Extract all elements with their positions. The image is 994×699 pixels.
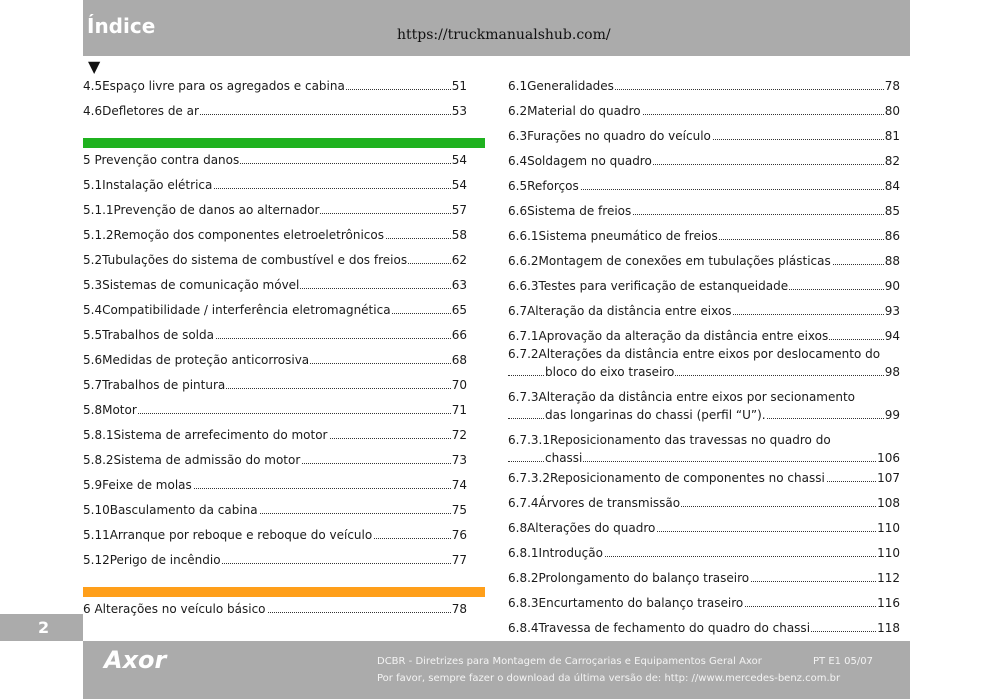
toc-entry-title: 6.6Sistema de freios: [508, 204, 632, 218]
toc-entry-title: 5.1.1Prevenção de danos ao alternador: [83, 203, 320, 217]
toc-entry[interactable]: [83, 551, 467, 569]
toc-entry-title: 6.7.2Alterações da distância entre eixos por deslocamento do: [508, 345, 900, 363]
toc-entry-title-continued: bloco do eixo traseiro: [545, 365, 675, 379]
toc-entry[interactable]: [508, 594, 900, 612]
toc-entry-title: 5 Prevenção contra danos: [83, 153, 240, 167]
toc-entry-page: 118: [877, 621, 900, 635]
toc-entry-page: 106: [877, 451, 900, 465]
toc-entry-title: 6.6.2Montagem de conexões em tubulações plásticas: [508, 254, 831, 268]
toc-entry-page: 85: [884, 204, 900, 218]
toc-entry[interactable]: [508, 569, 900, 587]
toc-entry-title: 5.3Sistemas de comunicação móvel: [83, 278, 300, 292]
toc-entry-page: 84: [884, 179, 900, 193]
page-number: 2: [38, 618, 50, 637]
toc-entry-title: 5.4Compatibilidade / interferência eletromagnética: [83, 303, 391, 317]
toc-entry-title: 5.1.2Remoção dos componentes eletroeletrônicos: [83, 228, 384, 242]
footer-document-title: DCBR - Diretrizes para Montagem de Carroçarias e Equipamentos Geral Axor: [377, 656, 762, 667]
toc-entry-title: 5.10Basculamento da cabina: [83, 503, 258, 517]
toc-entry[interactable]: [83, 401, 467, 419]
toc-entry-title: 6.7Alteração da distância entre eixos: [508, 304, 732, 318]
source-url[interactable]: https://truckmanualshub.com/: [397, 27, 611, 43]
toc-left-column: [83, 77, 467, 622]
toc-entry-title: 6.8.3Encurtamento do balanço traseiro: [508, 596, 744, 610]
toc-entry-title: 6 Alterações no veículo básico: [83, 602, 266, 616]
toc-entry-title: 5.11Arranque por reboque e reboque do veículo: [83, 528, 373, 542]
toc-entry-title: 6.5Reforços: [508, 179, 579, 193]
toc-entry-page: 70: [451, 378, 467, 392]
toc-entry-title: 4.6Defletores de ar: [83, 104, 199, 118]
toc-entry[interactable]: [508, 177, 900, 195]
toc-entry-title: 6.7.4Árvores de transmissão: [508, 496, 681, 510]
toc-entry[interactable]: [83, 151, 467, 169]
toc-entry-page: 99: [884, 408, 900, 422]
toc-entry[interactable]: [83, 476, 467, 494]
toc-entry-page: 93: [884, 304, 900, 318]
toc-entry-page: 65: [451, 303, 467, 317]
toc-entry[interactable]: [83, 301, 467, 319]
page-title: Índice: [87, 14, 156, 38]
toc-entry-page: 78: [884, 79, 900, 93]
toc-entry-title: 4.5Espaço livre para os agregados e cabina: [83, 79, 345, 93]
toc-entry[interactable]: [508, 327, 900, 345]
toc-entry-title: 6.7.3.2Reposicionamento de componentes no chassi: [508, 471, 825, 485]
toc-entry-page: 116: [877, 596, 900, 610]
toc-entry-title: 5.6Medidas de proteção anticorrosiva: [83, 353, 310, 367]
toc-entry-page: 58: [451, 228, 467, 242]
footer-document-code: PT E1 05/07: [813, 656, 873, 667]
toc-entry-page: 51: [451, 79, 467, 93]
toc-entry[interactable]: [508, 152, 900, 170]
toc-entry[interactable]: [83, 501, 467, 519]
toc-entry-page: 63: [451, 278, 467, 292]
toc-entry-page: 88: [884, 254, 900, 268]
toc-entry-page: 110: [877, 521, 900, 535]
toc-entry-page: 90: [884, 279, 900, 293]
toc-entry[interactable]: [83, 226, 467, 244]
toc-entry-page: 62: [451, 253, 467, 267]
toc-entry[interactable]: [508, 77, 900, 95]
toc-entry-title: 6.7.1Aprovação da alteração da distância entre eixos: [508, 329, 829, 343]
toc-entry-title: 5.2Tubulações do sistema de combustível e dos freios: [83, 253, 408, 267]
toc-entry-page: 74: [451, 478, 467, 492]
toc-entry-title: 6.6.1Sistema pneumático de freios: [508, 229, 718, 243]
toc-entry[interactable]: [508, 127, 900, 145]
toc-entry-title: 6.8.4Travessa de fechamento do quadro do chassi: [508, 621, 811, 635]
axor-logo: Axor: [104, 646, 167, 674]
toc-entry-page: 78: [451, 602, 467, 616]
toc-entry-page: 73: [451, 453, 467, 467]
toc-entry[interactable]: [83, 326, 467, 344]
toc-entry[interactable]: [508, 102, 900, 120]
toc-entry-title: 5.8.1Sistema de arrefecimento do motor: [83, 428, 328, 442]
toc-entry[interactable]: [83, 526, 467, 544]
toc-entry[interactable]: [83, 376, 467, 394]
section-divider-orange: [83, 587, 485, 597]
toc-entry-title: 6.8.2Prolongamento do balanço traseiro: [508, 571, 750, 585]
toc-entry-title: 6.4Soldagem no quadro: [508, 154, 652, 168]
toc-entry-title: 6.7.3Alteração da distância entre eixos por secionamento: [508, 388, 900, 406]
toc-entry-title: 6.3Furações no quadro do veículo: [508, 129, 711, 143]
toc-entry[interactable]: [83, 251, 467, 269]
toc-entry-page: 94: [884, 329, 900, 343]
toc-entry-title: 5.12Perigo de incêndio: [83, 553, 221, 567]
toc-entry[interactable]: [508, 277, 900, 295]
toc-entry-page: 71: [451, 403, 467, 417]
toc-entry[interactable]: [508, 544, 900, 562]
toc-entry[interactable]: [508, 431, 900, 467]
toc-entry-title: 5.9Feixe de molas: [83, 478, 192, 492]
toc-entry-page: 110: [877, 546, 900, 560]
toc-entry[interactable]: [83, 77, 467, 95]
toc-entry[interactable]: [508, 519, 900, 537]
toc-entry-page: 82: [884, 154, 900, 168]
toc-entry-title: 5.8Motor: [83, 403, 137, 417]
toc-entry-page: 81: [884, 129, 900, 143]
toc-entry[interactable]: [508, 345, 900, 381]
toc-entry-page: 53: [451, 104, 467, 118]
toc-entry-page: 54: [451, 153, 467, 167]
toc-entry-title: 6.8.1Introdução: [508, 546, 603, 560]
toc-entry-page: 54: [451, 178, 467, 192]
footer-bar: [83, 641, 910, 699]
toc-entry-title: 5.1Instalação elétrica: [83, 178, 213, 192]
toc-entry[interactable]: [508, 227, 900, 245]
toc-entry-page: 75: [451, 503, 467, 517]
toc-entry-page: 98: [884, 365, 900, 379]
toc-entry-title-continued: das longarinas do chassi (perfil “U”).: [545, 408, 766, 422]
header-bar: [83, 0, 910, 56]
toc-entry[interactable]: [83, 201, 467, 219]
toc-entry[interactable]: [508, 202, 900, 220]
toc-entry[interactable]: [508, 494, 900, 512]
toc-entry[interactable]: [83, 451, 467, 469]
section-divider-green: [83, 138, 485, 148]
toc-entry-page: 57: [451, 203, 467, 217]
toc-entry-page: 112: [877, 571, 900, 585]
toc-entry-title: 6.7.3.1Reposicionamento das travessas no quadro do: [508, 431, 900, 449]
toc-entry-title: 5.8.2Sistema de admissão do motor: [83, 453, 301, 467]
toc-entry-page: 72: [451, 428, 467, 442]
toc-entry-title: 6.1Generalidades: [508, 79, 614, 93]
toc-entry-page: 108: [877, 496, 900, 510]
toc-entry-page: 80: [884, 104, 900, 118]
toc-entry-page: 76: [451, 528, 467, 542]
toc-entry-title: 6.8Alterações do quadro: [508, 521, 656, 535]
toc-entry-page: 77: [451, 553, 467, 567]
toc-entry[interactable]: [508, 469, 900, 487]
toc-entry[interactable]: [83, 600, 467, 618]
toc-entry[interactable]: [83, 426, 467, 444]
toc-entry-title: 6.6.3Testes para verificação de estanqueidade: [508, 279, 789, 293]
toc-entry-page: 68: [451, 353, 467, 367]
toc-entry-page: 107: [877, 471, 900, 485]
toc-entry-title-continued: chassi: [545, 451, 583, 465]
toc-entry[interactable]: [508, 252, 900, 270]
triangle-down-icon: ▼: [88, 57, 101, 76]
toc-entry[interactable]: [508, 619, 900, 637]
toc-entry[interactable]: [83, 351, 467, 369]
toc-entry-title: 5.5Trabalhos de solda: [83, 328, 214, 342]
toc-entry[interactable]: [83, 276, 467, 294]
toc-right-column: [508, 77, 900, 642]
toc-entry[interactable]: [83, 102, 467, 120]
toc-entry-title: 6.2Material do quadro: [508, 104, 641, 118]
footer-download-note: Por favor, sempre fazer o download da última versão de: http: //www.mercedes-benz.com.br: [377, 673, 841, 684]
toc-entry-page: 86: [884, 229, 900, 243]
toc-entry-page: 66: [451, 328, 467, 342]
toc-entry[interactable]: [508, 388, 900, 424]
toc-entry[interactable]: [83, 176, 467, 194]
toc-entry-title: 5.7Trabalhos de pintura: [83, 378, 226, 392]
toc-entry[interactable]: [508, 302, 900, 320]
